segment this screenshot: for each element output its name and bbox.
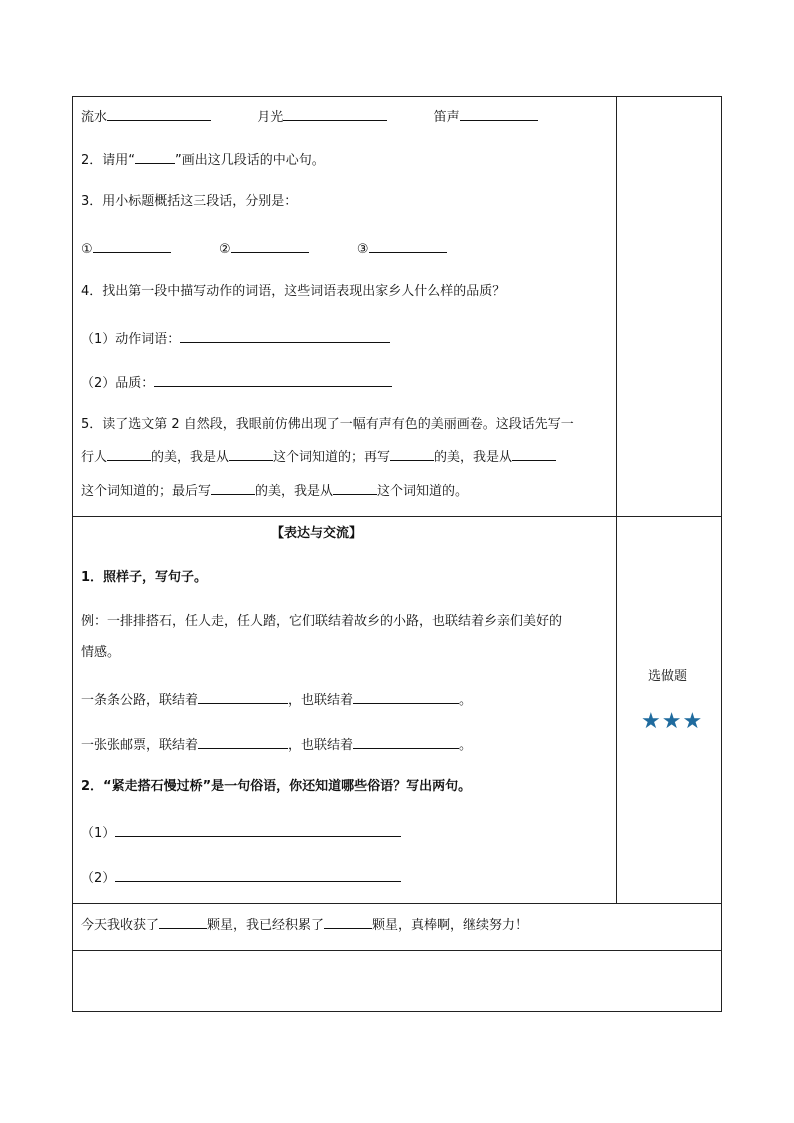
blank[interactable] xyxy=(211,481,255,495)
example-line-2: 情感。 xyxy=(81,645,121,660)
blank[interactable] xyxy=(180,329,390,343)
blank[interactable] xyxy=(115,868,401,882)
question-5-line-2: 行人 的美，我是从 这个词知道的；再写 的美，我是从 xyxy=(81,447,556,466)
blank[interactable] xyxy=(107,447,151,461)
proverb-answer-2: （2） xyxy=(81,868,401,887)
blank[interactable] xyxy=(231,239,309,253)
row-divider xyxy=(73,950,721,951)
question-4-b: （2）品质： xyxy=(81,373,392,392)
expression-question-2: 2．“紧走搭石慢过桥”是一句俗语，你还知道哪些俗语？写出两句。 xyxy=(81,779,472,794)
blank[interactable] xyxy=(353,690,459,704)
blank[interactable] xyxy=(353,735,459,749)
label-dishen: 笛声 xyxy=(433,110,460,125)
label-liushui: 流水 xyxy=(81,110,108,125)
blank[interactable] xyxy=(115,823,401,837)
expression-question-1: 1．照样子，写句子。 xyxy=(81,570,208,585)
underline-sample xyxy=(135,150,175,164)
worksheet-table xyxy=(72,96,722,1012)
blank[interactable] xyxy=(283,107,387,121)
blank[interactable] xyxy=(107,107,211,121)
question-4: 4．找出第一段中描写动作的词语，这些词语表现出家乡人什么样的品质？ xyxy=(81,284,506,299)
question-5-line-1: 5．读了选文第 2 自然段，我眼前仿佛出现了一幅有声有色的美丽画卷。这段话先写一 xyxy=(81,417,574,432)
optional-label: 选做题 xyxy=(648,669,688,684)
blank[interactable] xyxy=(154,373,392,387)
column-divider xyxy=(616,97,617,903)
question-4-a: （1）动作词语： xyxy=(81,329,390,348)
label-yueguang: 月光 xyxy=(257,110,284,125)
blank[interactable] xyxy=(333,481,377,495)
sentence-1: 一条条公路，联结着 ，也联结着 。 xyxy=(81,690,472,709)
blank[interactable] xyxy=(460,107,538,121)
blank[interactable] xyxy=(390,447,434,461)
blank[interactable] xyxy=(159,915,207,929)
question-3: 3．用小标题概括这三段话，分别是： xyxy=(81,194,298,209)
question-2: 2．请用“ ”画出这几段话的中心句。 xyxy=(81,150,325,169)
question-3-answers: ① ② ③ xyxy=(81,239,447,258)
footer-summary: 今天我收获了 颗星，我已经积累了 颗星，真棒啊，继续努力！ xyxy=(81,915,528,934)
blank[interactable] xyxy=(93,239,171,253)
row-divider xyxy=(73,516,721,517)
blank[interactable] xyxy=(229,447,273,461)
question-5-line-3: 这个词知道的；最后写 的美，我是从 这个词知道的。 xyxy=(81,481,468,500)
answer-row-1 xyxy=(81,107,538,126)
section-heading: 【表达与交流】 xyxy=(271,526,363,541)
blank[interactable] xyxy=(324,915,372,929)
blank[interactable] xyxy=(512,447,556,461)
blank[interactable] xyxy=(198,735,288,749)
example-line-1: 例：一排排搭石，任人走，任人踏，它们联结着故乡的小路，也联结着乡亲们美好的 xyxy=(81,614,563,629)
proverb-answer-1: （1） xyxy=(81,823,401,842)
blank[interactable] xyxy=(198,690,288,704)
blank[interactable] xyxy=(369,239,447,253)
row-divider xyxy=(73,903,721,904)
sentence-2: 一张张邮票，联结着 ，也联结着 。 xyxy=(81,735,472,754)
star-rating-icon: ★★★ xyxy=(641,709,704,734)
